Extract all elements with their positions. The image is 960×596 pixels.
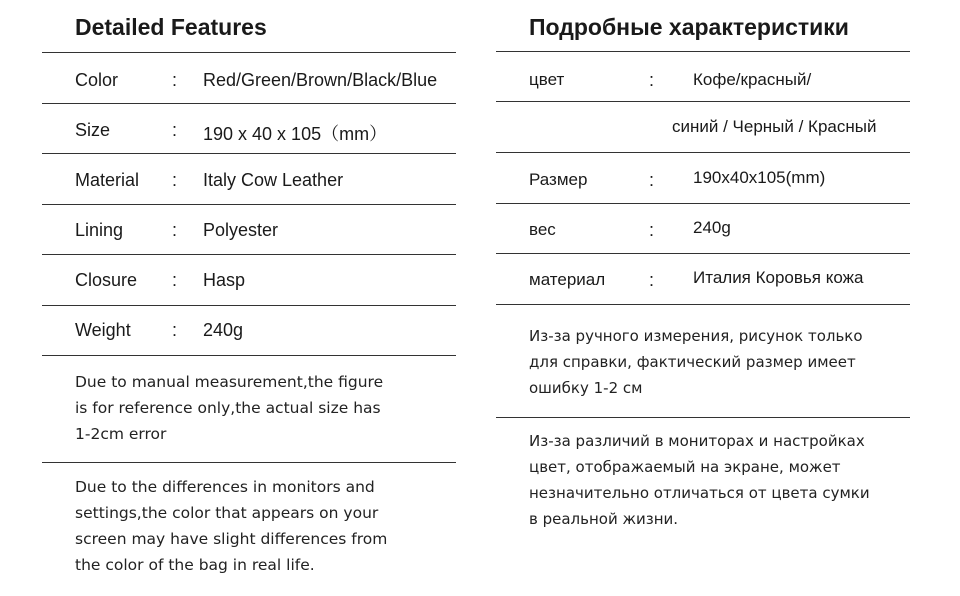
spec-value: 190 x 40 x 105（mm）	[203, 124, 388, 144]
spec-colon: :	[649, 70, 655, 90]
divider	[496, 417, 910, 418]
spec-label: вес	[529, 220, 556, 239]
spec-value: 240g	[693, 218, 731, 237]
divider	[496, 304, 910, 305]
english-title: Detailed Features	[75, 14, 267, 40]
note-line: is for reference only,the actual size has	[75, 399, 381, 417]
spec-value: 240g	[203, 320, 244, 340]
measurement-note-ru	[529, 323, 919, 401]
spec-value: Italy Cow Leather	[203, 170, 344, 190]
note-line: the color of the bag in real life.	[75, 556, 315, 574]
divider	[42, 305, 456, 306]
spec-value: Red/Green/Brown/Black/Blue	[203, 70, 438, 90]
spec-colon: :	[649, 270, 655, 290]
divider	[42, 103, 456, 104]
spec-label: Размер	[529, 170, 588, 189]
note-line: ошибку 1-2 см	[529, 379, 643, 397]
divider	[42, 204, 456, 205]
note-line: Из-за различий в мониторах и настройках	[529, 432, 865, 450]
note-line: для справки, фактический размер имеет	[529, 353, 856, 371]
divider	[42, 254, 456, 255]
divider	[42, 355, 456, 356]
spec-colon: :	[172, 120, 178, 140]
spec-label: материал	[529, 270, 606, 289]
spec-label: Color	[75, 70, 119, 90]
divider	[42, 462, 456, 463]
color-note	[75, 474, 435, 578]
note-line: screen may have slight differences from	[75, 530, 388, 548]
note-line: незначительно отличаться от цвета сумки	[529, 484, 870, 502]
spec-value: Кофе/красный/	[693, 70, 812, 89]
russian-title: Подробные характеристики	[529, 14, 849, 40]
spec-value: Hasp	[203, 270, 246, 290]
spec-label: Size	[75, 120, 111, 140]
note-line: 1-2cm error	[75, 425, 167, 443]
spec-colon: :	[172, 320, 178, 340]
note-line: Due to the differences in monitors and	[75, 478, 375, 496]
note-line: Из-за ручного измерения, рисунок только	[529, 327, 863, 345]
spec-value: 190x40x105(mm)	[693, 168, 826, 187]
spec-value: Polyester	[203, 220, 279, 240]
note-line: settings,the color that appears on your	[75, 504, 379, 522]
spec-label: Weight	[75, 320, 131, 340]
divider	[496, 51, 910, 52]
divider	[496, 152, 910, 153]
spec-label: Material	[75, 170, 140, 190]
note-line: в реальной жизни.	[529, 510, 679, 528]
spec-label: Closure	[75, 270, 138, 290]
spec-colon: :	[649, 220, 655, 240]
note-line: цвет, отображаемый на экране, может	[529, 458, 841, 476]
spec-colon: :	[649, 170, 655, 190]
color-note-ru	[529, 428, 919, 532]
measurement-note	[75, 369, 435, 447]
spec-colon: :	[172, 170, 178, 190]
spec-colon: :	[172, 70, 178, 90]
divider	[42, 52, 456, 53]
spec-value: Италия Коровья кожа	[693, 268, 864, 287]
spec-label: цвет	[529, 70, 565, 89]
spec-label: Lining	[75, 220, 124, 240]
divider	[42, 153, 456, 154]
note-line: Due to manual measurement,the figure	[75, 373, 384, 391]
divider	[496, 203, 910, 204]
divider	[496, 101, 910, 102]
spec-colon: :	[172, 220, 178, 240]
spec-colon: :	[172, 270, 178, 290]
spec-value-continued: синий / Черный / Красный	[672, 117, 877, 136]
divider	[496, 253, 910, 254]
